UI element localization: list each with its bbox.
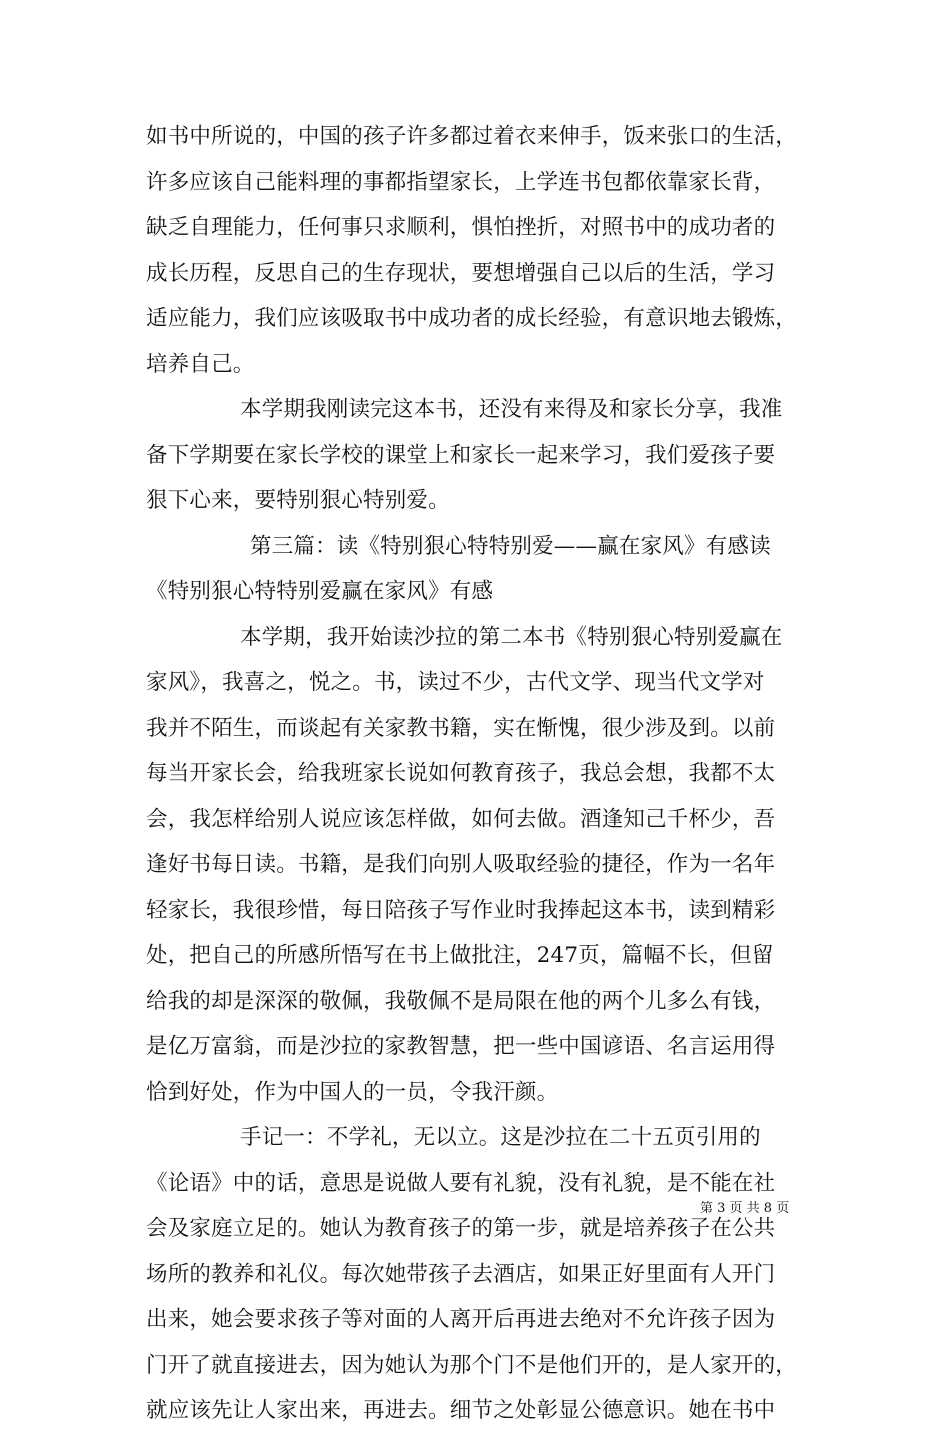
text-line: 就应该先让人家出来，再进去。细节之处彰显公德意识。她在书中 [146,1398,776,1423]
text-line: 手记一：不学礼，无以立。这是沙拉在二十五页引用的 [240,1125,761,1150]
text-line: 缺乏自理能力，任何事只求顺利，惧怕挫折，对照书中的成功者的 [146,215,776,240]
text-line: 许多应该自己能料理的事都指望家长，上学连书包都依靠家长背， [146,169,776,195]
text-line: 是亿万富翁，而是沙拉的家教智慧，把一些中国谚语、名言运用得 [146,1034,776,1059]
text-line: 我并不陌生，而谈起有关家教书籍，实在惭愧，很少涉及到。以前 [146,715,776,741]
text-line: 会，我怎样给别人说应该怎样做，如何去做。酒逢知己千杯少，吾 [146,806,776,832]
text-line: 狠下心来，要特别狠心特别爱。 [146,488,450,513]
text-line: 门开了就直接进去，因为她认为那个门不是他们开的，是人家开的， [146,1352,798,1378]
text-line: 处，把自己的所感所悟写在书上做批注，247页，篇幅不长，但留 [146,943,774,968]
text-line: 《论语》中的话，意思是说做人要有礼貌，没有礼貌，是不能在社 [146,1170,776,1196]
body-text [146,114,814,1434]
text-line: 逢好书每日读。书籍，是我们向别人吸取经验的捷径，作为一名年 [146,852,776,877]
text-line: 恰到好处，作为中国人的一员，令我汗颜。 [146,1079,559,1105]
text-line: 会及家庭立足的。她认为教育孩子的第一步，就是培养孩子在公共 [146,1216,776,1241]
text-line: 培养自己。 [146,351,255,377]
text-line: 成长历程，反思自己的生存现状，要想增强自己以后的生活，学习 [146,260,776,286]
text-line: 本学期我刚读完这本书，还没有来得及和家长分享，我准 [240,397,783,422]
text-line: 每当开家长会，给我班家长说如何教育孩子，我总会想，我都不太 [146,761,776,786]
page-number-footer: 第 3 页 共 8 页 [700,1201,790,1216]
text-line: 适应能力，我们应该吸取书中成功者的成长经验，有意识地去锻炼， [146,306,798,331]
text-line: 如书中所说的，中国的孩子许多都过着衣来伸手，饭来张口的生活， [146,124,798,149]
text-line: 场所的教养和礼仪。每次她带孩子去酒店，如果正好里面有人开门 [146,1261,776,1287]
text-line: 出来，她会要求孩子等对面的人离开后再进去绝对不允许孩子因为 [146,1307,776,1332]
text-line: 家风》，我喜之，悦之。书，读过不少，古代文学、现当代文学对 [146,670,765,695]
section-heading: 第三篇：读《特别狠心特特别爱——赢在家风》有感读 [250,533,771,559]
section-heading-continued: 《特别狠心特特别爱赢在家风》有感 [146,579,494,604]
text-line: 备下学期要在家长学校的课堂上和家长一起来学习，我们爱孩子要 [146,442,776,468]
text-line: 轻家长，我很珍惜，每日陪孩子写作业时我捧起这本书，读到精彩 [146,897,776,923]
text-line: 给我的却是深深的敬佩，我敬佩不是局限在他的两个儿多么有钱， [146,988,776,1014]
text-line: 本学期，我开始读沙拉的第二本书《特别狠心特别爱赢在 [240,624,783,650]
